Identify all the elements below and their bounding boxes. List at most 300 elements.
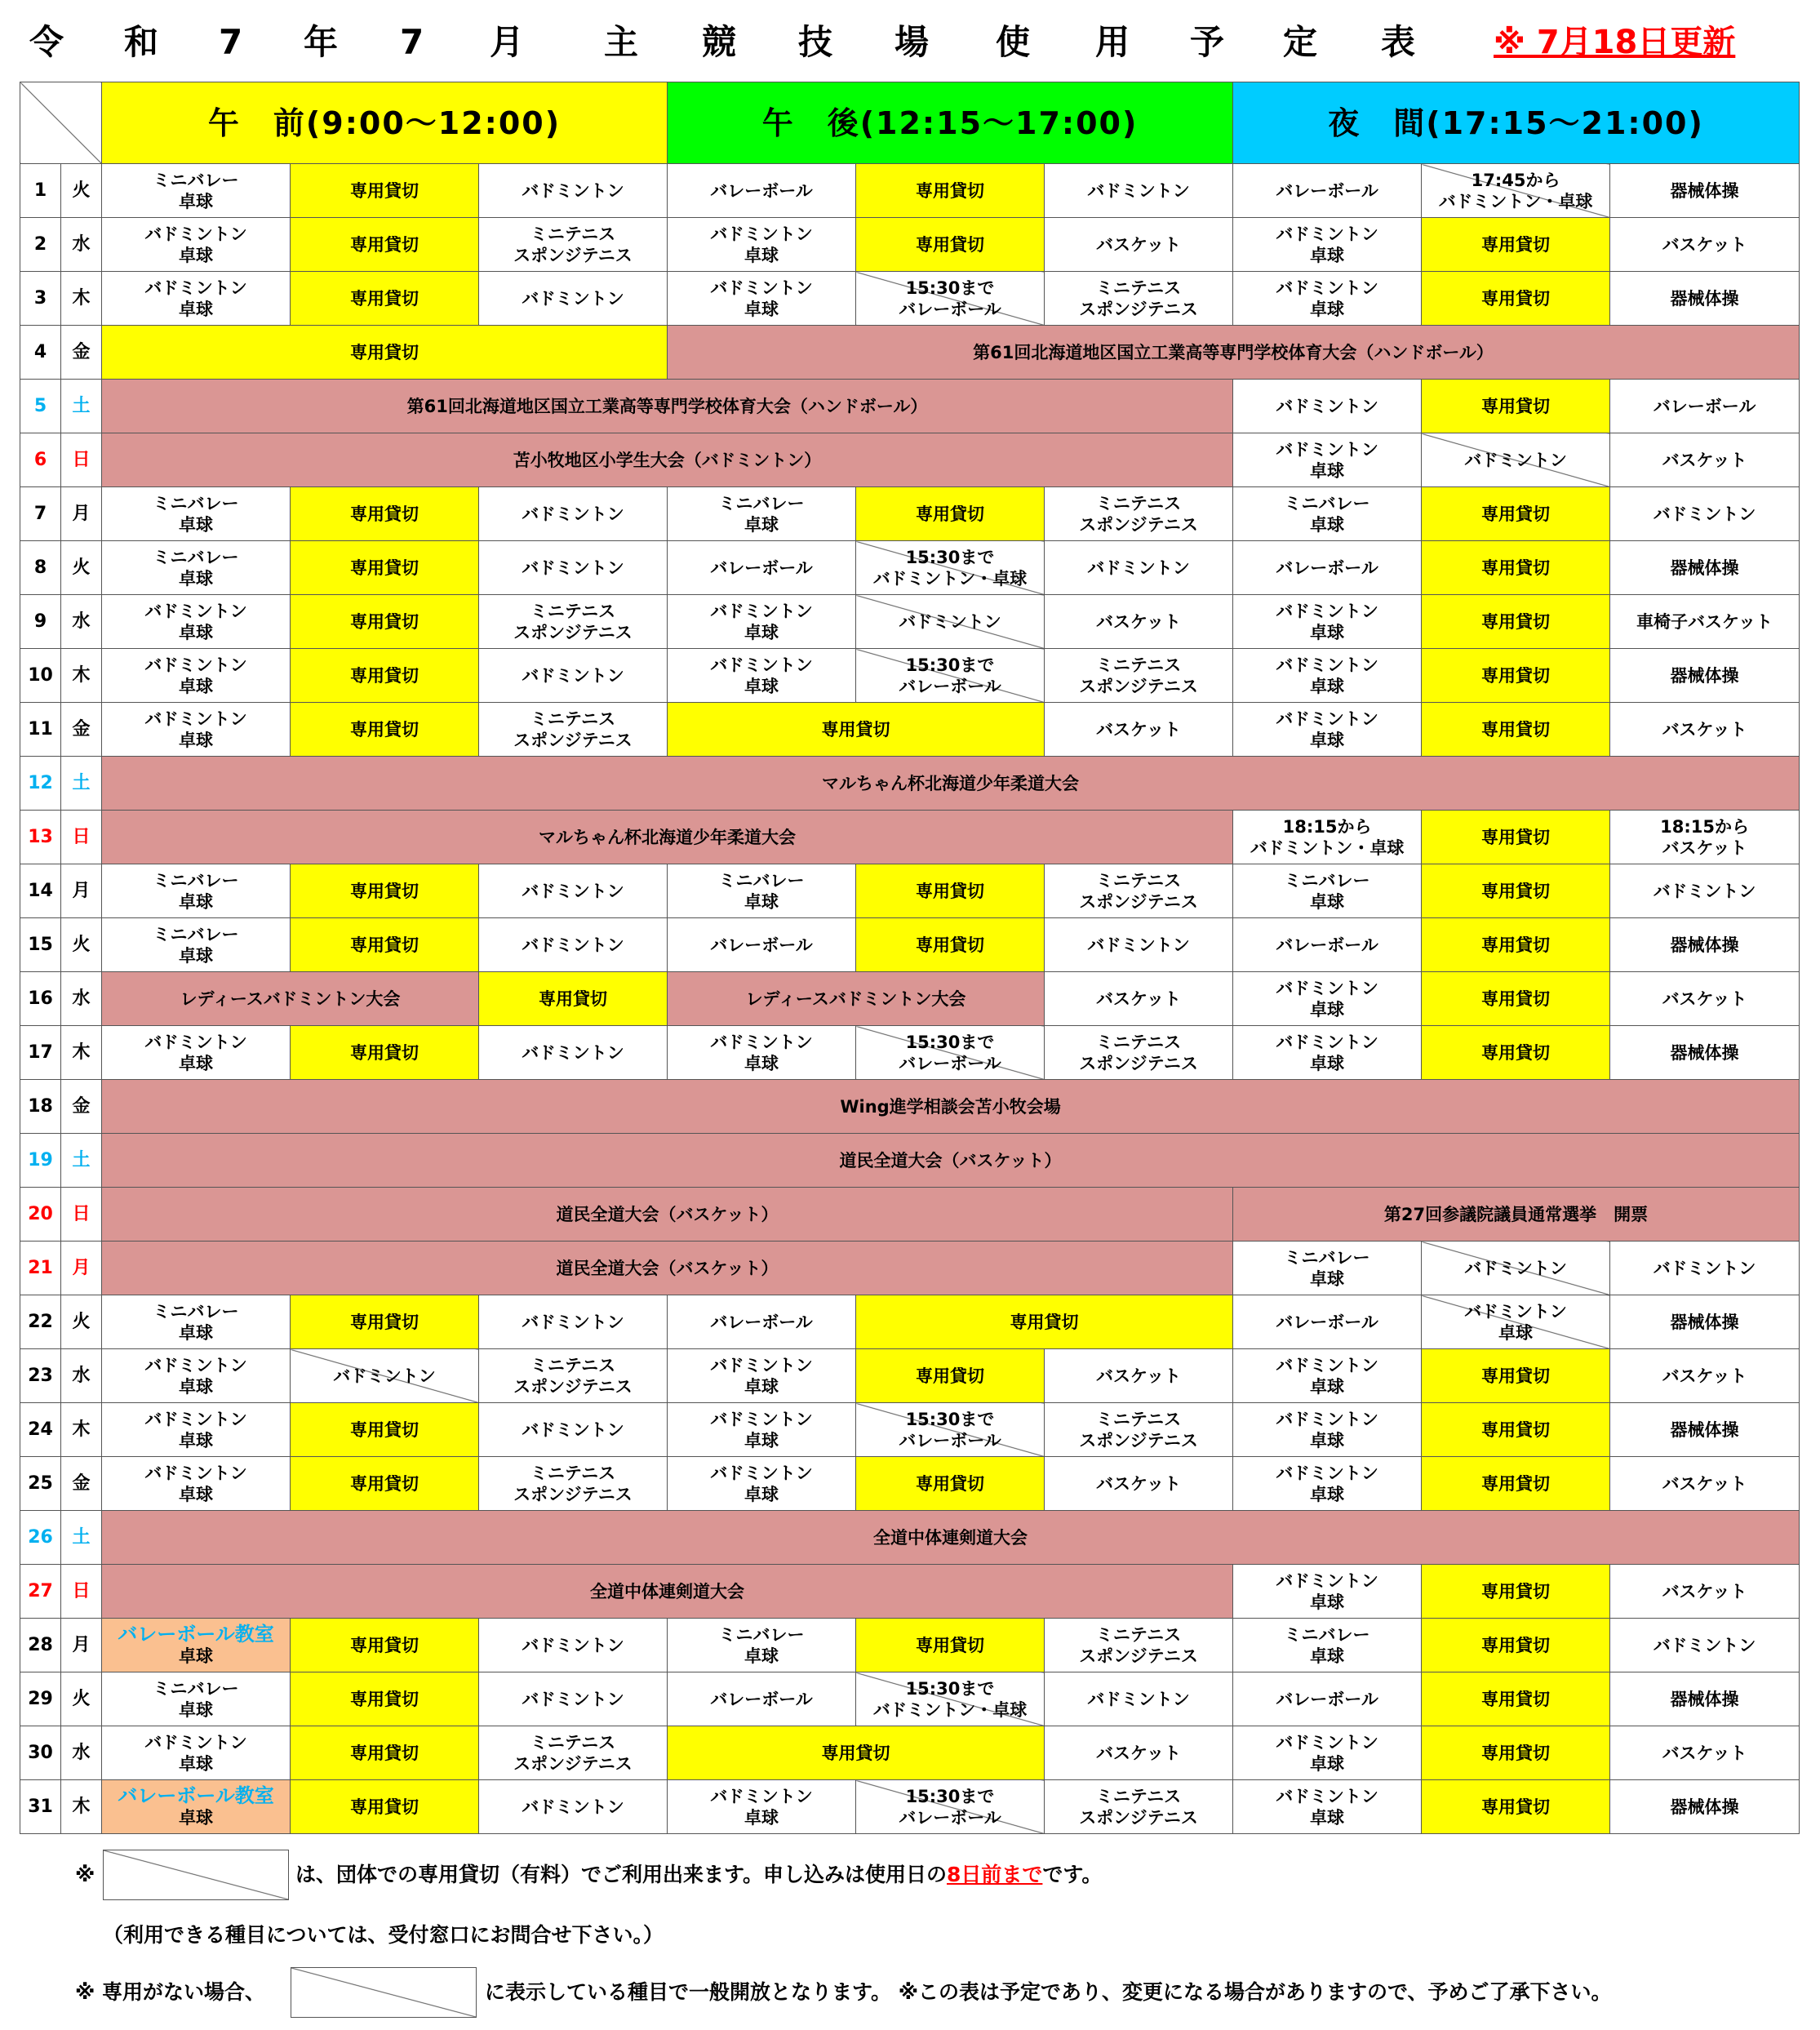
title-char: 月 (490, 22, 525, 62)
reserved-cell: 専用貸切 (856, 218, 1045, 272)
schedule-row (20, 1672, 1800, 1726)
schedule-cell: バドミントン (479, 541, 668, 595)
schedule-row (20, 164, 1800, 218)
weekday: 火 (61, 918, 102, 972)
title-char: 和 (124, 22, 159, 62)
schedule-cell: バレーボール (668, 1672, 856, 1726)
schedule-cell: バスケット (1610, 433, 1800, 487)
schedule-cell: バドミントン (479, 1619, 668, 1672)
weekday: 月 (61, 1242, 102, 1295)
footer-line-2: （利用できる種目については、受付窓口にお問合せ下さい。） (103, 1923, 664, 1947)
schedule-cell: バスケット (1045, 1349, 1233, 1403)
schedule-cell: ミニバレー 卓球 (1233, 487, 1422, 541)
reserved-cell: 専用貸切 (479, 972, 668, 1026)
schedule-cell: バレーボール (668, 541, 856, 595)
schedule-cell: バドミントン 卓球 (668, 1457, 856, 1511)
weekday: 土 (61, 1511, 102, 1565)
schedule-cell: バスケット (1610, 703, 1800, 757)
reserved-cell: 専用貸切 (1422, 1619, 1610, 1672)
schedule-cell: バドミントン 卓球 (1233, 1726, 1422, 1780)
schedule-body (20, 164, 1800, 1834)
title-char: 主 (604, 22, 639, 62)
day-number: 14 (20, 864, 61, 918)
schedule-cell: バドミントン 卓球 (668, 218, 856, 272)
schedule-cell: バドミントン (479, 864, 668, 918)
event-cell: 第61回北海道地区国立工業高等専門学校体育大会（ハンドボール） (102, 380, 1233, 433)
weekday: 土 (61, 380, 102, 433)
reserved-cell: 専用貸切 (1422, 918, 1610, 972)
schedule-cell: ミニテニス スポンジテニス (1045, 1026, 1233, 1080)
schedule-row (20, 1134, 1800, 1188)
open-slot-cell: 15:30まで バレーボール (856, 649, 1045, 703)
schedule-cell: ミニバレー 卓球 (102, 487, 291, 541)
reserved-cell: 専用貸切 (291, 1026, 479, 1080)
title-char: 定 (1283, 22, 1318, 62)
reserved-cell: 専用貸切 (291, 1672, 479, 1726)
schedule-cell: バスケット (1610, 1726, 1800, 1780)
header-row (20, 82, 1800, 164)
schedule-cell: ミニテニス スポンジテニス (1045, 487, 1233, 541)
schedule-row (20, 811, 1800, 864)
reserved-cell: 専用貸切 (291, 703, 479, 757)
schedule-row (20, 864, 1800, 918)
reserved-cell: 専用貸切 (856, 1349, 1045, 1403)
schedule-cell: バドミントン (1045, 918, 1233, 972)
schedule-cell: バドミントン 卓球 (102, 1457, 291, 1511)
schedule-cell: ミニテニス スポンジテニス (1045, 272, 1233, 326)
reserved-cell: 専用貸切 (291, 1726, 479, 1780)
event-cell: 道民全道大会（バスケット） (102, 1134, 1800, 1188)
schedule-cell: ミニテニス スポンジテニス (479, 1349, 668, 1403)
schedule-cell: バドミントン 卓球 (102, 649, 291, 703)
open-slot-cell: 17:45から バドミントン・卓球 (1422, 164, 1610, 218)
weekday: 日 (61, 1188, 102, 1242)
open-slot-cell: 15:30まで バドミントン・卓球 (856, 1672, 1045, 1726)
schedule-cell: バスケット (1045, 218, 1233, 272)
schedule-row (20, 972, 1800, 1026)
day-number: 10 (20, 649, 61, 703)
schedule-row (20, 595, 1800, 649)
schedule-row (20, 1242, 1800, 1295)
day-number: 30 (20, 1726, 61, 1780)
schedule-cell: ミニバレー 卓球 (1233, 1242, 1422, 1295)
schedule-cell: ミニバレー 卓球 (102, 1672, 291, 1726)
reserved-cell: 専用貸切 (1422, 972, 1610, 1026)
event-cell: 全道中体連剣道大会 (102, 1565, 1233, 1619)
footer-line-1 (295, 1861, 1102, 1889)
schedule-cell: バドミントン (1233, 380, 1422, 433)
class-label: バレーボール教室 (118, 1623, 274, 1646)
reserved-cell: 専用貸切 (1422, 1726, 1610, 1780)
day-number: 31 (20, 1780, 61, 1834)
schedule-cell: バドミントン 卓球 (668, 1026, 856, 1080)
corner-cell (20, 82, 102, 164)
morning-header: 午 前(9:00～12:00) (102, 82, 668, 164)
weekday: 金 (61, 1457, 102, 1511)
reserved-cell: 専用貸切 (291, 1457, 479, 1511)
open-slot-cell: バドミントン (856, 595, 1045, 649)
reserved-cell: 専用貸切 (291, 1403, 479, 1457)
footer-legend-box-1 (103, 1850, 289, 1900)
reserved-cell: 専用貸切 (1422, 1403, 1610, 1457)
reserved-cell: 専用貸切 (856, 164, 1045, 218)
schedule-cell: バドミントン (479, 272, 668, 326)
reserved-cell: 専用貸切 (291, 1295, 479, 1349)
event-cell: 道民全道大会（バスケット） (102, 1242, 1233, 1295)
schedule-cell: バドミントン 卓球 (1233, 272, 1422, 326)
weekday: 水 (61, 1349, 102, 1403)
reserved-cell: 専用貸切 (856, 918, 1045, 972)
schedule-cell: ミニテニス スポンジテニス (479, 595, 668, 649)
reserved-cell: 専用貸切 (291, 164, 479, 218)
title-char: 7 (400, 22, 424, 62)
day-number: 29 (20, 1672, 61, 1726)
class-cell (102, 1780, 291, 1834)
reserved-cell: 専用貸切 (291, 918, 479, 972)
weekday: 木 (61, 1026, 102, 1080)
schedule-cell: バドミントン 卓球 (1233, 1457, 1422, 1511)
schedule-row (20, 918, 1800, 972)
event-cell: 全道中体連剣道大会 (102, 1511, 1800, 1565)
weekday: 土 (61, 757, 102, 811)
schedule-cell: ミニテニス スポンジテニス (1045, 649, 1233, 703)
schedule-cell: バドミントン 卓球 (1233, 1349, 1422, 1403)
schedule-cell: バレーボール (1610, 380, 1800, 433)
schedule-row (20, 433, 1800, 487)
weekday: 火 (61, 1672, 102, 1726)
footer-line-1-text: は、団体での専用貸切（有料）でご利用出来ます。申し込みは使用日の (295, 1863, 948, 1886)
weekday: 金 (61, 703, 102, 757)
day-number: 28 (20, 1619, 61, 1672)
schedule-cell: バドミントン (1610, 1619, 1800, 1672)
schedule-row (20, 757, 1800, 811)
schedule-cell: バドミントン 卓球 (668, 1349, 856, 1403)
schedule-row (20, 1619, 1800, 1672)
schedule-cell: バドミントン 卓球 (102, 1026, 291, 1080)
day-number: 8 (20, 541, 61, 595)
schedule-cell: バスケット (1610, 972, 1800, 1026)
schedule-cell: バドミントン 卓球 (102, 1349, 291, 1403)
day-number: 21 (20, 1242, 61, 1295)
title-char: 予 (1190, 22, 1225, 62)
reserved-cell: 専用貸切 (668, 703, 1045, 757)
schedule-cell: バスケット (1045, 1726, 1233, 1780)
deadline-note: 8日前まで (947, 1863, 1043, 1886)
day-number: 17 (20, 1026, 61, 1080)
schedule-row (20, 703, 1800, 757)
schedule-cell: バスケット (1610, 1457, 1800, 1511)
title-char: 技 (798, 22, 833, 62)
title-bar (0, 0, 1820, 82)
schedule-row (20, 541, 1800, 595)
open-slot-cell: バドミントン (1422, 1242, 1610, 1295)
day-number: 5 (20, 380, 61, 433)
schedule-cell: バドミントン 卓球 (102, 218, 291, 272)
reserved-cell: 専用貸切 (1422, 272, 1610, 326)
weekday: 金 (61, 1080, 102, 1134)
open-slot-cell: 15:30まで バレーボール (856, 1026, 1045, 1080)
class-sub-label: 卓球 (179, 1808, 213, 1828)
schedule-cell: バドミントン 卓球 (1233, 595, 1422, 649)
schedule-cell: ミニバレー 卓球 (102, 864, 291, 918)
schedule-cell: バドミントン 卓球 (1233, 218, 1422, 272)
reserved-cell: 専用貸切 (1422, 1457, 1610, 1511)
weekday: 火 (61, 1295, 102, 1349)
event-cell: マルちゃん杯北海道少年柔道大会 (102, 811, 1233, 864)
reserved-cell: 専用貸切 (291, 864, 479, 918)
schedule-cell: バドミントン 卓球 (668, 1780, 856, 1834)
schedule-cell: バドミントン 卓球 (668, 272, 856, 326)
weekday: 金 (61, 326, 102, 380)
schedule-cell: バドミントン 卓球 (1233, 433, 1422, 487)
schedule-cell: バドミントン (1045, 541, 1233, 595)
schedule-cell: バドミントン 卓球 (1233, 649, 1422, 703)
schedule-row (20, 1726, 1800, 1780)
weekday: 水 (61, 595, 102, 649)
event-cell: Wing進学相談会苫小牧会場 (102, 1080, 1800, 1134)
event-cell: レディースバドミントン大会 (102, 972, 479, 1026)
day-number: 27 (20, 1565, 61, 1619)
schedule-cell: 器械体操 (1610, 918, 1800, 972)
schedule-cell: バレーボール (1233, 1672, 1422, 1726)
footer-line-3: ※ 専用がない場合、 (75, 1980, 266, 2004)
schedule-cell: バドミントン (1045, 164, 1233, 218)
class-sub-label: 卓球 (179, 1646, 213, 1666)
schedule-cell: バドミントン 卓球 (1233, 972, 1422, 1026)
event-cell: マルちゃん杯北海道少年柔道大会 (102, 757, 1800, 811)
schedule-cell: バレーボール (1233, 1295, 1422, 1349)
afternoon-header: 午 後(12:15～17:00) (668, 82, 1233, 164)
day-number: 3 (20, 272, 61, 326)
schedule-cell: バドミントン (479, 649, 668, 703)
schedule-row (20, 272, 1800, 326)
schedule-cell: ミニバレー 卓球 (668, 487, 856, 541)
schedule-cell: バドミントン 卓球 (668, 1403, 856, 1457)
open-slot-cell: 15:30まで バレーボール (856, 1403, 1045, 1457)
reserved-cell: 専用貸切 (1422, 1349, 1610, 1403)
schedule-cell: バレーボール (668, 1295, 856, 1349)
update-note: ※ 7月18日更新 (1494, 24, 1736, 61)
reserved-cell: 専用貸切 (102, 326, 668, 380)
schedule-cell: ミニテニス スポンジテニス (1045, 1780, 1233, 1834)
schedule-cell: バレーボール (1233, 918, 1422, 972)
class-label: バレーボール教室 (118, 1784, 274, 1807)
event-cell: 第27回参議院議員通常選挙 開票 (1233, 1188, 1800, 1242)
schedule-cell: バドミントン (1610, 1242, 1800, 1295)
reserved-cell: 専用貸切 (1422, 595, 1610, 649)
weekday: 木 (61, 1403, 102, 1457)
schedule-cell: バドミントン 卓球 (1233, 1565, 1422, 1619)
open-slot-cell: バドミントン (291, 1349, 479, 1403)
schedule-row (20, 1403, 1800, 1457)
reserved-cell: 専用貸切 (291, 487, 479, 541)
event-cell: レディースバドミントン大会 (668, 972, 1045, 1026)
schedule-cell: バドミントン 卓球 (102, 1726, 291, 1780)
schedule-cell: バドミントン 卓球 (1233, 1026, 1422, 1080)
reserved-cell: 専用貸切 (1422, 703, 1610, 757)
weekday: 日 (61, 433, 102, 487)
schedule-cell: バドミントン 卓球 (1233, 1403, 1422, 1457)
weekday: 土 (61, 1134, 102, 1188)
class-cell (102, 1619, 291, 1672)
reserved-cell: 専用貸切 (1422, 380, 1610, 433)
open-slot-cell: バドミントン (1422, 433, 1610, 487)
schedule-cell: 器械体操 (1610, 1403, 1800, 1457)
footer-notes (0, 1837, 1820, 2030)
weekday: 水 (61, 218, 102, 272)
schedule-cell: 器械体操 (1610, 1780, 1800, 1834)
open-slot-cell: 15:30まで バドミントン・卓球 (856, 541, 1045, 595)
schedule-cell: バスケット (1610, 218, 1800, 272)
schedule-cell: ミニテニス スポンジテニス (479, 1726, 668, 1780)
day-number: 25 (20, 1457, 61, 1511)
open-slot-cell: バドミントン 卓球 (1422, 1295, 1610, 1349)
schedule-cell: バドミントン (479, 1672, 668, 1726)
reserved-cell: 専用貸切 (291, 595, 479, 649)
title-char: 令 (29, 22, 64, 62)
day-number: 7 (20, 487, 61, 541)
title-char: 使 (996, 22, 1031, 62)
schedule-cell: ミニテニス スポンジテニス (1045, 864, 1233, 918)
day-number: 2 (20, 218, 61, 272)
reserved-cell: 専用貸切 (1422, 541, 1610, 595)
reserved-cell: 専用貸切 (1422, 864, 1610, 918)
reserved-cell: 専用貸切 (291, 541, 479, 595)
schedule-row (20, 1349, 1800, 1403)
reserved-cell: 専用貸切 (291, 218, 479, 272)
weekday: 月 (61, 487, 102, 541)
reserved-cell: 専用貸切 (1422, 1672, 1610, 1726)
schedule-cell: ミニバレー 卓球 (102, 1295, 291, 1349)
reserved-cell: 専用貸切 (856, 1619, 1045, 1672)
schedule-row (20, 1295, 1800, 1349)
schedule-cell: ミニバレー 卓球 (102, 164, 291, 218)
schedule-cell: バドミントン 卓球 (668, 595, 856, 649)
event-cell: 苫小牧地区小学生大会（バドミントン） (102, 433, 1233, 487)
reserved-cell: 専用貸切 (291, 1619, 479, 1672)
schedule-cell: 器械体操 (1610, 1672, 1800, 1726)
schedule-cell: バスケット (1610, 1349, 1800, 1403)
schedule-cell: 車椅子バスケット (1610, 595, 1800, 649)
schedule-cell: バドミントン (479, 1026, 668, 1080)
schedule-cell: バレーボール (1233, 541, 1422, 595)
schedule-row (20, 1511, 1800, 1565)
day-number: 16 (20, 972, 61, 1026)
schedule-cell: バスケット (1045, 1457, 1233, 1511)
reserved-cell: 専用貸切 (291, 272, 479, 326)
schedule-cell: ミニバレー 卓球 (1233, 1619, 1422, 1672)
day-number: 9 (20, 595, 61, 649)
weekday: 水 (61, 972, 102, 1026)
reserved-cell: 専用貸切 (668, 1726, 1045, 1780)
reserved-cell: 専用貸切 (1422, 218, 1610, 272)
reserved-cell: 専用貸切 (1422, 1026, 1610, 1080)
day-number: 1 (20, 164, 61, 218)
schedule-cell: バドミントン (1610, 864, 1800, 918)
schedule-row (20, 380, 1800, 433)
reserved-cell: 専用貸切 (856, 1295, 1233, 1349)
footer-legend-box-2 (291, 1967, 477, 2018)
reserved-cell: 専用貸切 (856, 487, 1045, 541)
schedule-cell: バレーボール (668, 164, 856, 218)
schedule-cell: バドミントン (479, 164, 668, 218)
weekday: 木 (61, 649, 102, 703)
weekday: 月 (61, 1619, 102, 1672)
weekday: 月 (61, 864, 102, 918)
schedule-cell: バドミントン (479, 1403, 668, 1457)
schedule-cell: ミニバレー 卓球 (668, 864, 856, 918)
schedule-cell: バスケット (1610, 1565, 1800, 1619)
weekday: 火 (61, 541, 102, 595)
day-number: 13 (20, 811, 61, 864)
schedule-cell: バドミントン (479, 918, 668, 972)
weekday: 水 (61, 1726, 102, 1780)
schedule-cell: 器械体操 (1610, 272, 1800, 326)
footer-line-1-end: です。 (1042, 1863, 1103, 1886)
weekday: 火 (61, 164, 102, 218)
title-char: 競 (702, 22, 737, 62)
schedule-cell: バドミントン 卓球 (102, 1403, 291, 1457)
schedule-table (20, 82, 1800, 1834)
schedule-cell: ミニバレー 卓球 (668, 1619, 856, 1672)
day-number: 18 (20, 1080, 61, 1134)
footer-line-4: に表示している種目で一般開放となります。 ※この表は予定であり、変更になる場合がありますので、予めご了承下さい。 (485, 1980, 1612, 2004)
schedule-cell: ミニバレー 卓球 (102, 541, 291, 595)
day-number: 19 (20, 1134, 61, 1188)
day-number: 26 (20, 1511, 61, 1565)
schedule-cell: 器械体操 (1610, 649, 1800, 703)
title-char: 表 (1381, 22, 1416, 62)
schedule-cell: 18:15から バドミントン・卓球 (1233, 811, 1422, 864)
day-number: 20 (20, 1188, 61, 1242)
schedule-cell: 器械体操 (1610, 541, 1800, 595)
schedule-cell: ミニテニス スポンジテニス (479, 218, 668, 272)
schedule-cell: ミニテニス スポンジテニス (1045, 1403, 1233, 1457)
day-number: 4 (20, 326, 61, 380)
day-number: 23 (20, 1349, 61, 1403)
schedule-cell: バドミントン (1045, 1672, 1233, 1726)
day-number: 15 (20, 918, 61, 972)
schedule-cell: バスケット (1045, 595, 1233, 649)
schedule-cell: バレーボール (1233, 164, 1422, 218)
reserved-cell: 専用貸切 (856, 864, 1045, 918)
event-cell: 第61回北海道地区国立工業高等専門学校体育大会（ハンドボール） (668, 326, 1800, 380)
schedule-row (20, 1457, 1800, 1511)
schedule-row (20, 1565, 1800, 1619)
event-cell: 道民全道大会（バスケット） (102, 1188, 1233, 1242)
title-char: 場 (894, 22, 930, 62)
day-number: 6 (20, 433, 61, 487)
schedule-cell: バドミントン 卓球 (1233, 1780, 1422, 1834)
schedule-cell: 18:15から バスケット (1610, 811, 1800, 864)
schedule-row (20, 1026, 1800, 1080)
schedule-row (20, 487, 1800, 541)
weekday: 木 (61, 272, 102, 326)
schedule-cell: バドミントン (479, 1295, 668, 1349)
schedule-cell: バドミントン 卓球 (668, 649, 856, 703)
weekday: 日 (61, 1565, 102, 1619)
schedule-cell: ミニテニス スポンジテニス (1045, 1619, 1233, 1672)
schedule-row (20, 326, 1800, 380)
schedule-row (20, 1188, 1800, 1242)
open-slot-cell: 15:30まで バレーボール (856, 1780, 1045, 1834)
schedule-cell: 器械体操 (1610, 164, 1800, 218)
reserved-cell: 専用貸切 (1422, 811, 1610, 864)
reserved-cell: 専用貸切 (1422, 1565, 1610, 1619)
reserved-cell: 専用貸切 (1422, 1780, 1610, 1834)
weekday: 日 (61, 811, 102, 864)
title-char: 用 (1095, 22, 1130, 62)
